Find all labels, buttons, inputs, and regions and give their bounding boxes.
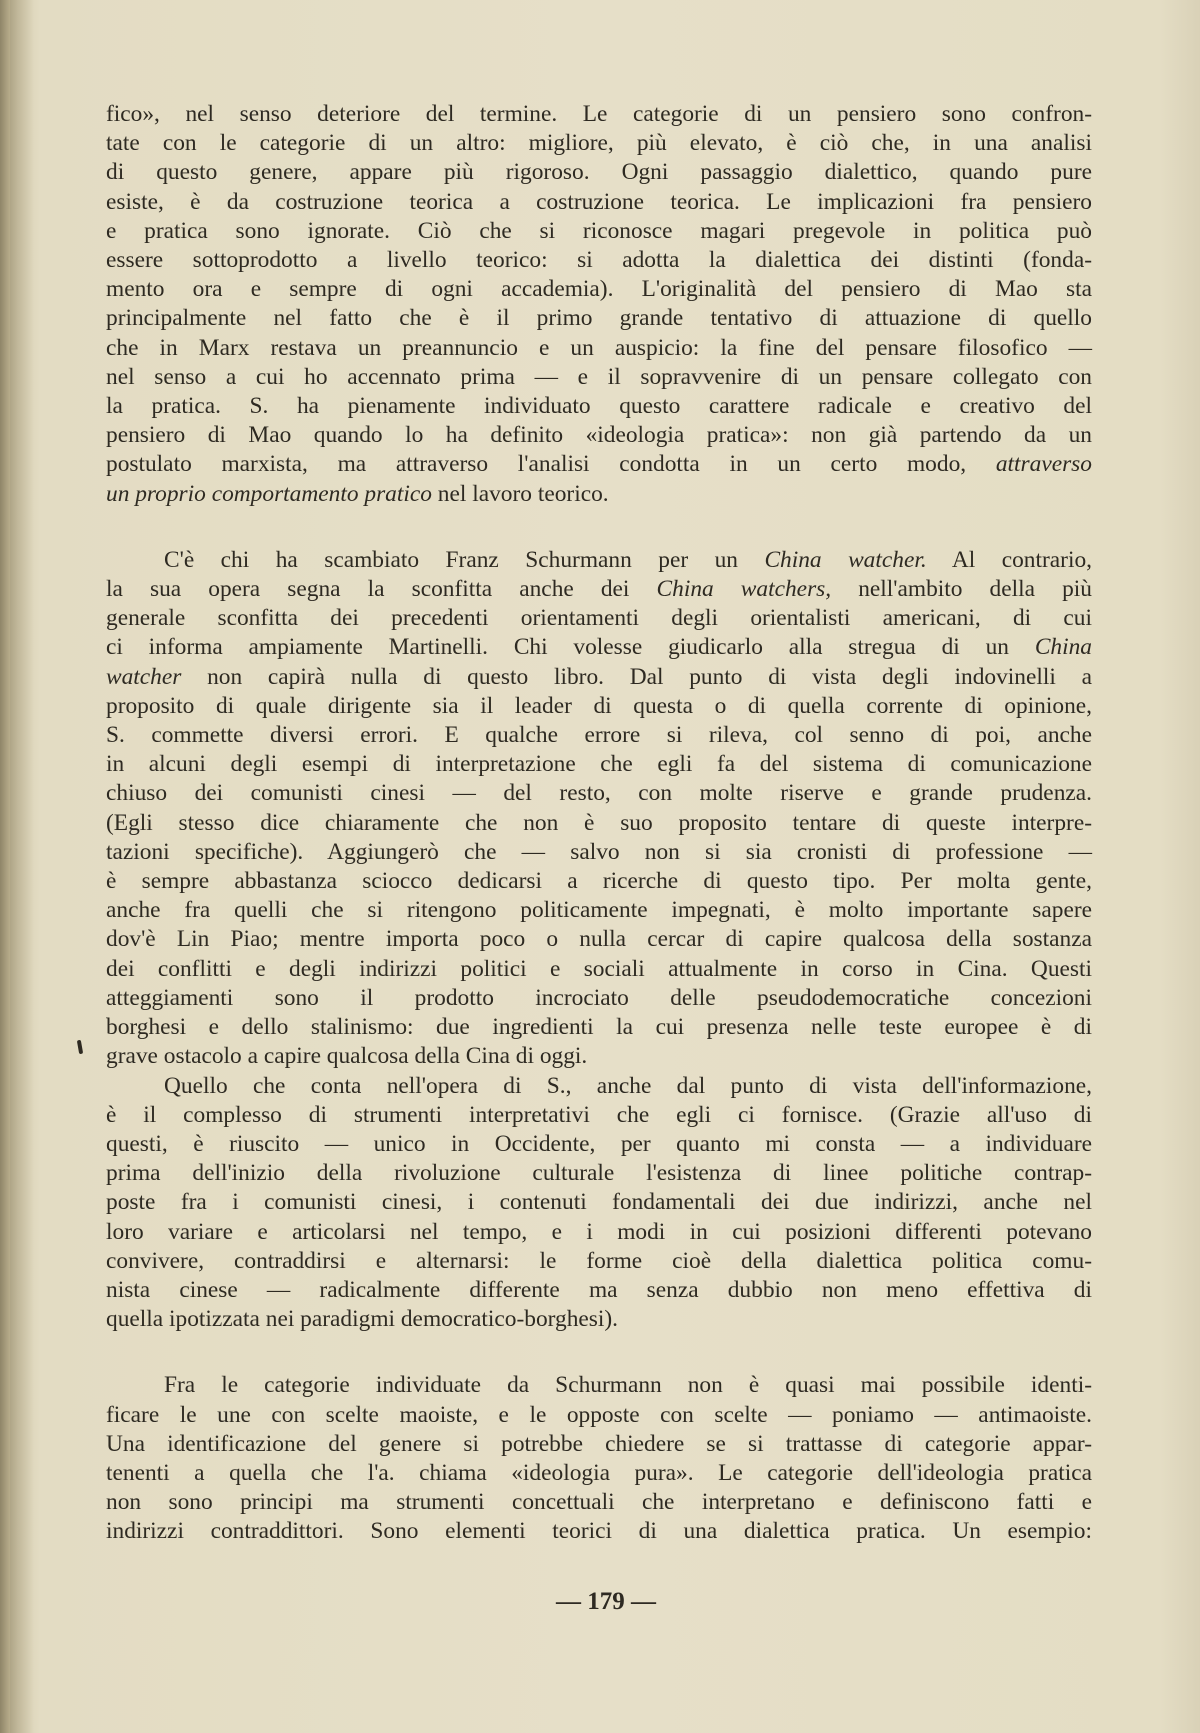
text-line: grave ostacolo a capire qualcosa della Cina di oggi. — [106, 1043, 588, 1070]
text-line: fico», nel senso deteriore del termine. Le categorie di un pensiero sono confron- — [106, 101, 1092, 127]
text-line: proposito di quale dirigente sia il leader di questa o di quella corrente di opinione, — [106, 692, 1092, 719]
text-line: anche fra quelli che si ritengono politicamente impegnati, è molto importante sapere — [106, 897, 1092, 924]
italic-text: China watcher. — [764, 546, 927, 573]
text-line: generale sconfitta dei precedenti orientamenti degli orientalisti americani, di cui — [106, 605, 1092, 632]
text-line: è il complesso di strumenti interpretativi che egli ci fornisce. (Grazie all'uso di — [106, 1101, 1092, 1128]
text-line: tate con le categorie di un altro: migliore, più elevato, è ciò che, in una analisi — [106, 130, 1092, 157]
text-line — [106, 546, 1092, 575]
text-line: nel senso a cui ho accennato prima — e il sopravvenire di un pensare collegato con — [106, 363, 1092, 390]
text-line: chiuso dei comunisti cinesi — del resto, con molte riserve e grande prudenza. — [106, 780, 1092, 807]
text-line: convivere, contraddirsi e alternarsi: le forme cioè della dialettica politica comu- — [106, 1247, 1092, 1274]
page-number: — 179 — — [556, 1588, 656, 1615]
text-line: prima dell'inizio della rivoluzione culturale l'esistenza di linee politiche contrap- — [106, 1160, 1092, 1187]
text-segment: Al contrario, — [926, 546, 1092, 573]
text-line — [106, 575, 1092, 604]
text-segment: la sua opera segna la sconfitta anche dei — [106, 576, 657, 603]
italic-text: attraverso — [995, 451, 1092, 478]
paragraph-3 — [106, 1072, 1092, 1335]
text-line: dei conflitti e degli indirizzi politici e sociali attualmente in corso in Cina. Questi — [106, 955, 1092, 982]
text-line: Una identificazione del genere si potrebbe chiedere se si trattasse di categorie appar- — [106, 1430, 1092, 1457]
italic-text: un proprio comportamento pratico — [106, 480, 432, 507]
italic-text: China — [1034, 634, 1092, 661]
paragraph-1 — [106, 100, 1092, 509]
text-line: ficare le une con scelte maoiste, e le opposte con scelte — poniamo — antimaoiste. — [106, 1401, 1092, 1428]
text-segment: C'è chi ha scambiato Franz Schurmann per un — [164, 546, 765, 573]
text-line — [106, 663, 1092, 692]
page-text-body — [106, 100, 1092, 1547]
text-segment: non capirà nulla di questo libro. Dal punto di vista degli indovinelli a — [181, 663, 1092, 690]
text-line: tenenti a quella che l'a. chiama «ideologia pura». Le categorie dell'ideologia pratica — [106, 1459, 1092, 1486]
text-line — [106, 450, 1092, 479]
text-line: atteggiamenti sono il prodotto incrociato delle pseudodemocratiche concezioni — [106, 984, 1092, 1011]
text-line: che in Marx restava un preannuncio e un auspicio: la fine del pensare filosofico — — [106, 334, 1092, 361]
text-line: tazioni specifiche). Aggiungerò che — salvo non si sia cronisti di professione — — [106, 838, 1092, 865]
paragraph-4 — [106, 1371, 1092, 1546]
text-line: non sono principi ma strumenti concettuali che interpretano e definiscono fatti e — [106, 1489, 1092, 1516]
text-segment: nell'ambito della più — [831, 576, 1092, 603]
text-line — [106, 480, 1092, 509]
text-line: nista cinese — radicalmente differente ma senza dubbio non meno effettiva di — [106, 1276, 1092, 1303]
text-line: questi, è riuscito — unico in Occidente, per quanto mi consta — a individuare — [106, 1130, 1092, 1157]
text-line — [106, 633, 1092, 662]
italic-text: watcher — [106, 663, 182, 690]
text-line: poste fra i comunisti cinesi, i contenuti fondamentali dei due indirizzi, anche nel — [106, 1189, 1092, 1216]
text-line: Fra le categorie individuate da Schurmann non è quasi mai possibile identi- — [164, 1372, 1092, 1399]
text-line: indirizzi contraddittori. Sono elementi teorici di una dialettica pratica. Un esempio: — [106, 1518, 1092, 1545]
text-line: dov'è Lin Piao; mentre importa poco o nulla cercar di capire qualcosa della sostanza — [106, 926, 1092, 953]
paragraph-2 — [106, 546, 1092, 1072]
text-line: borghesi e dello stalinismo: due ingredienti la cui presenza nelle teste europee è di — [106, 1014, 1092, 1041]
text-line: loro variare e articolarsi nel tempo, e i modi in cui posizioni differenti potevano — [106, 1218, 1092, 1245]
text-line: S. commette diversi errori. E qualche errore si rileva, col senno di poi, anche — [106, 722, 1092, 749]
text-line: Quello che conta nell'opera di S., anche dal punto di vista dell'informazione, — [164, 1072, 1092, 1099]
text-line: quella ipotizzata nei paradigmi democratico-borghesi). — [106, 1306, 619, 1333]
text-line: mento ora e sempre di ogni accademia). L'originalità del pensiero di Mao sta — [106, 276, 1092, 303]
text-line: principalmente nel fatto che è il primo grande tentativo di attuazione di quello — [106, 305, 1092, 332]
text-line: e pratica sono ignorate. Ciò che si riconosce magari pregevole in politica può — [106, 217, 1092, 244]
text-segment: nel lavoro teorico. — [431, 480, 609, 507]
page-binding-shadow — [10, 0, 34, 1733]
text-line: di questo genere, appare più rigoroso. Ogni passaggio dialettico, quando pure — [106, 159, 1092, 186]
text-line: essere sottoprodotto a livello teorico: si adotta la dialettica dei distinti (fonda- — [106, 247, 1092, 274]
text-line: pensiero di Mao quando lo ha definito «ideologia pratica»: non già partendo da un — [106, 422, 1092, 449]
margin-mark-icon — [77, 1040, 83, 1054]
text-line: esiste, è da costruzione teorica a costruzione teorica. Le implicazioni fra pensiero — [106, 188, 1092, 215]
text-line: in alcuni degli esempi di interpretazione che egli fa del sistema di comunicazione — [106, 751, 1092, 778]
italic-text: China watchers, — [656, 576, 832, 603]
text-segment: postulato marxista, ma attraverso l'analisi condotta in un certo modo, — [106, 451, 967, 478]
text-line: è sempre abbastanza sciocco dedicarsi a ricerche di questo tipo. Per molta gente, — [106, 868, 1092, 895]
text-segment: ci informa ampiamente Martinelli. Chi volesse giudicarlo alla stregua di un — [106, 634, 1035, 661]
text-line: (Egli stesso dice chiaramente che non è suo proposito tentare di queste interpre- — [106, 809, 1092, 836]
page-spine-edge — [0, 0, 10, 1733]
text-line: la pratica. S. ha pienamente individuato questo carattere radicale e creativo del — [106, 393, 1092, 420]
